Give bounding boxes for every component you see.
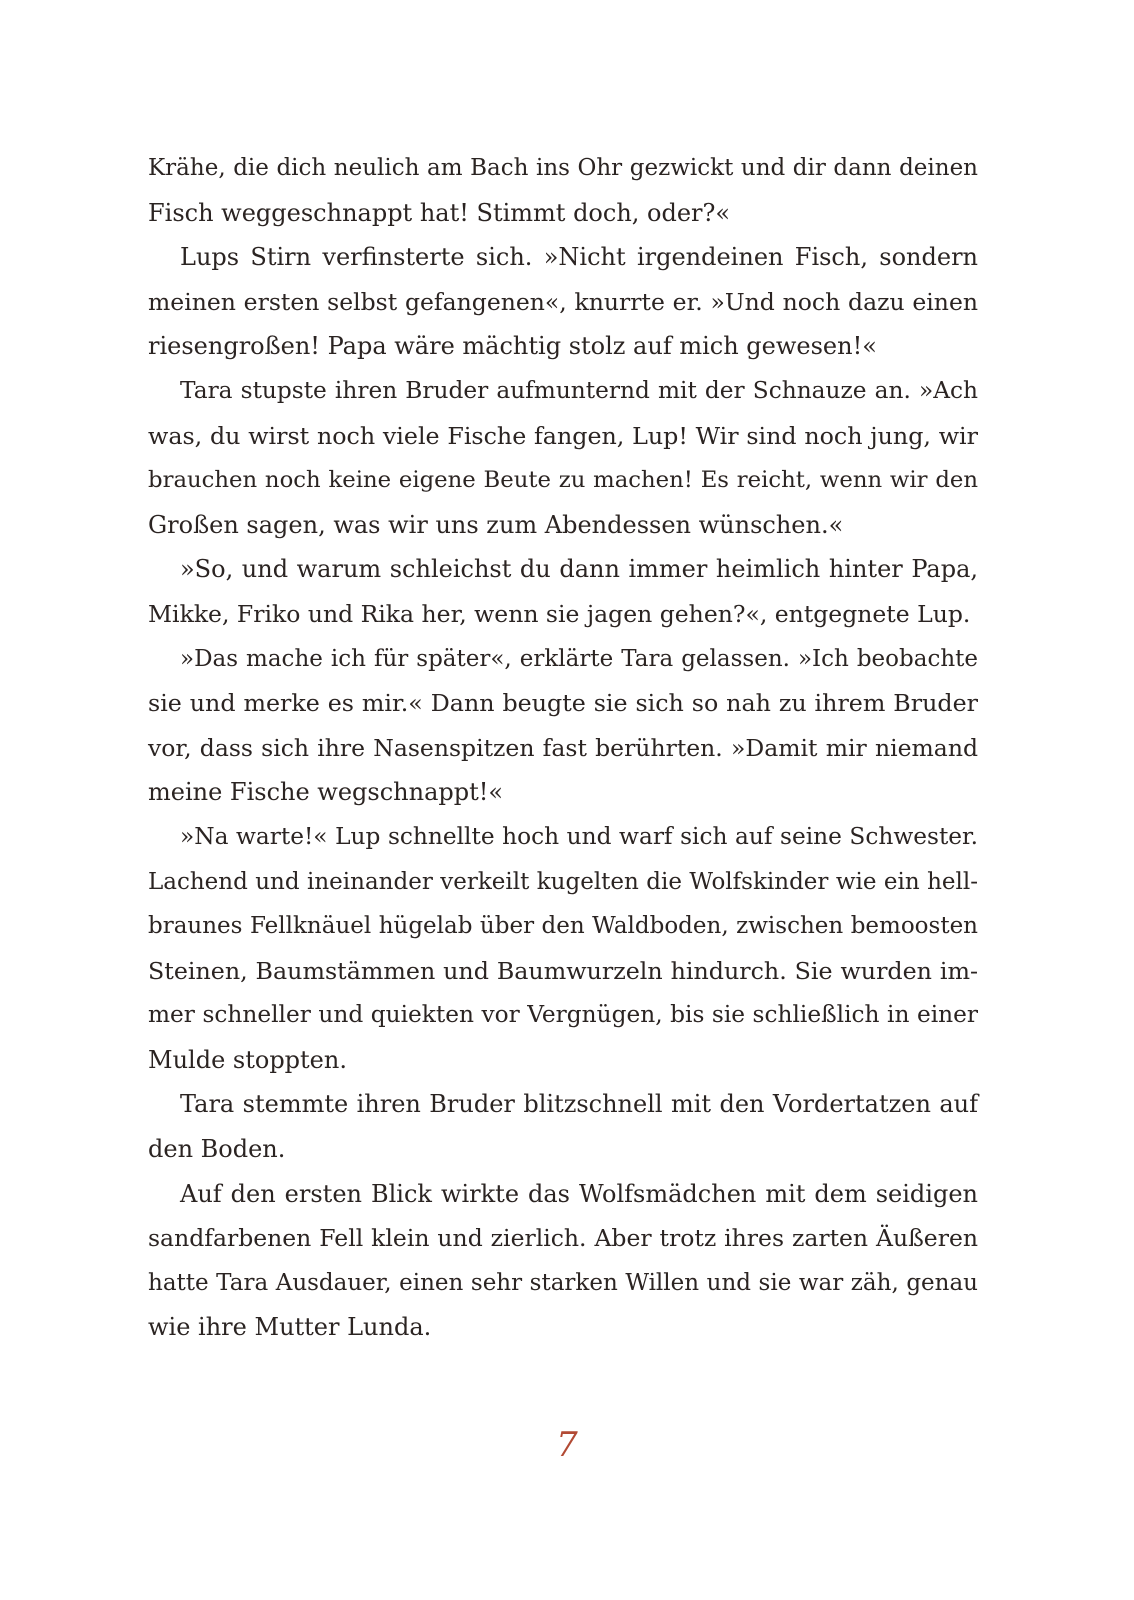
text-line: Fisch weggeschnappt hat! Stimmt doch, oder?« [148,198,731,227]
text-line: den Boden. [148,1135,286,1164]
text-line: Großen sagen, was wir uns zum Abendessen wünschen.« [148,510,844,539]
text-line: hatte Tara Ausdauer, einen sehr starken Willen und sie war zäh, genau [148,1269,978,1296]
text-line: brauchen noch keine eigene Beute zu machen! Es reicht, wenn wir den [148,467,978,494]
text-line: Tara stemmte ihren Bruder blitzschnell mit den Vordertatzen auf [180,1090,978,1119]
text-line: riesengroßen! Papa wäre mächtig stolz auf mich gewesen!« [148,332,877,361]
text-line: Steinen, Baumstämmen und Baumwurzeln hindurch. Sie wurden im- [148,956,978,985]
text-line: was, du wirst noch viele Fische fangen, Lup! Wir sind noch jung, wir [148,421,978,450]
text-line: Lups Stirn verfinsterte sich. »Nicht irgendeinen Fisch, sondern [180,243,978,272]
text-line: »Na warte!« Lup schnellte hoch und warf sich auf seine Schwester. [180,822,978,850]
text-line: Tara stupste ihren Bruder aufmunternd mit der Schnauze an. »Ach [180,376,978,404]
text-line: Krähe, die dich neulich am Bach ins Ohr gezwickt und dir dann deinen [148,155,978,181]
text-line: »Das mache ich für später«, erklärte Tara gelassen. »Ich beobachte [180,645,978,672]
text-line: wie ihre Mutter Lunda. [148,1313,432,1342]
text-line: »So, und warum schleichst du dann immer heimlich hinter Papa, [180,555,978,584]
story-text [148,149,978,1353]
text-line: braunes Fellknäuel hügelab über den Waldboden, zwischen bemoosten [148,913,978,940]
page-number: 7 [556,1425,578,1465]
text-line: Mikke, Friko und Rika her, wenn sie jagen gehen?«, entgegnete Lup. [148,599,971,628]
text-line: Mulde stoppten. [148,1045,347,1074]
text-line: meine Fische wegschnappt!« [148,778,504,807]
text-line: sandfarbenen Fell klein und zierlich. Aber trotz ihres zarten Äußeren [148,1224,978,1253]
text-line: Auf den ersten Blick wirkte das Wolfsmädchen mit dem seidigen [180,1179,978,1208]
text-line: Lachend und ineinander verkeilt kugelten die Wolfskinder wie ein hell- [148,868,978,895]
text-line: sie und merke es mir.« Dann beugte sie sich so nah zu ihrem Bruder [148,689,978,718]
text-line: meinen ersten selbst gefangenen«, knurrte er. »Und noch dazu einen [148,287,978,316]
text-line: vor, dass sich ihre Nasenspitzen fast berührten. »Damit mir niemand [148,733,978,762]
text-line: mer schneller und quiekten vor Vergnügen, bis sie schließlich in einer [148,1001,978,1029]
